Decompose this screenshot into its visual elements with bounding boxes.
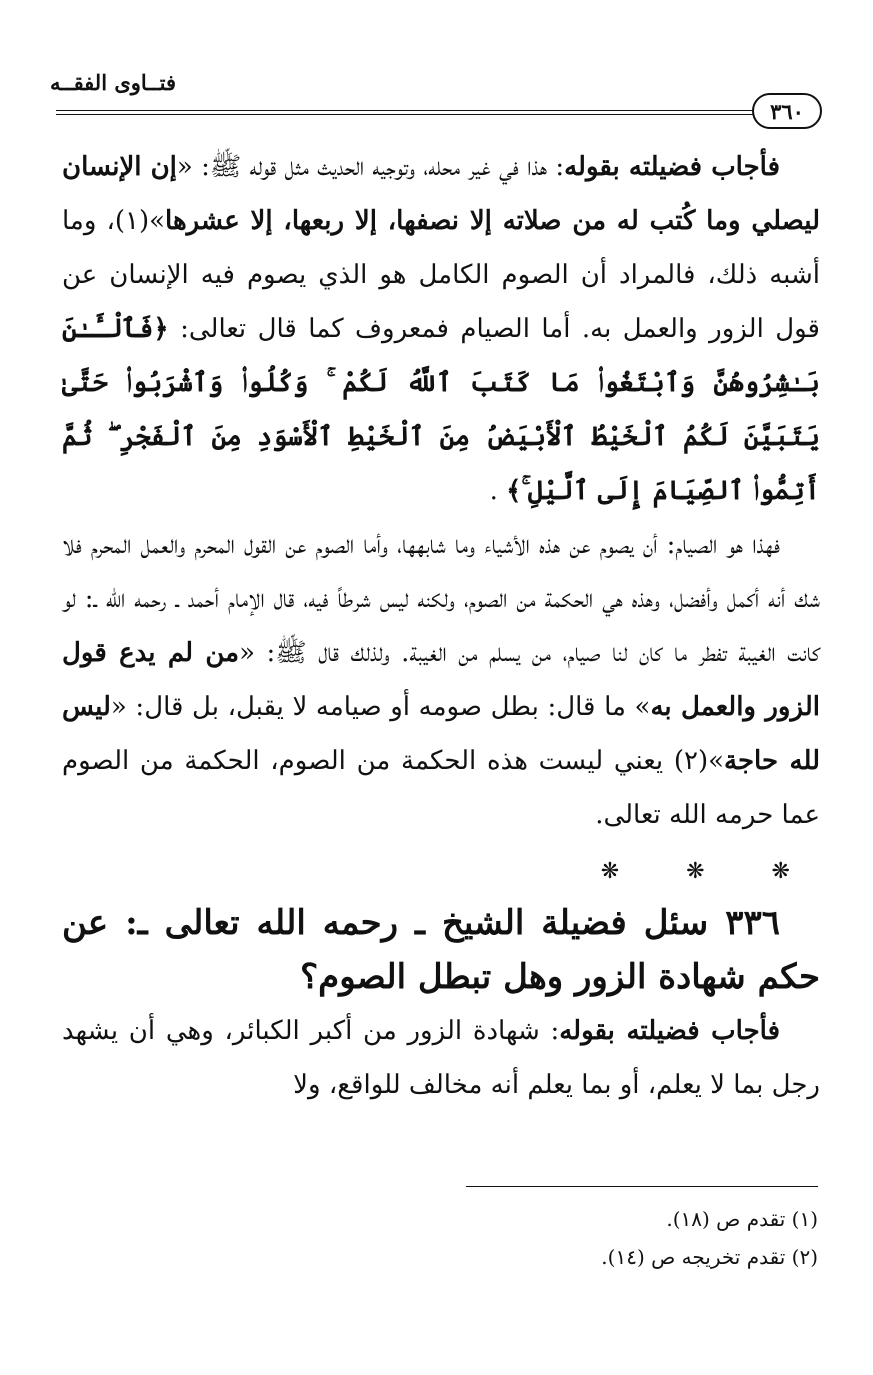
page-number: ٣٦٠: [752, 93, 822, 129]
paragraph-2: [62, 518, 820, 842]
answer-paragraph-1: [62, 140, 820, 518]
text-run: : هذا في غير محله، وتوجيه الحديث مثل قوله ﷺ: «: [176, 152, 565, 182]
header-rule: [56, 110, 756, 115]
footnote: (٢) تقدم تخريجه ص (١٤).: [601, 1245, 818, 1269]
footnote-marker: »(٢): [673, 746, 725, 776]
footnote-marker: »(١): [114, 206, 166, 236]
text-run: » ما قال: بطل صومه أو صيامه لا يقبل، بل قال: «: [110, 692, 651, 722]
text-run: يعني ليست هذه الحكمة من الصوم، الحكمة من الصوم عما حرمه الله تعالى.: [62, 746, 820, 830]
hadith-quote: ليس لله حاجة: [62, 692, 820, 776]
footnote-rule: [466, 1186, 818, 1187]
answer-lead: فأجاب فضيلته بقوله: [559, 1016, 780, 1046]
text-run: : شهادة الزور من أكبر الكبائر، وهي أن يشهد رجل بما لا يعلم، أو بما يعلم أنه مخالف للواقع، ولا: [62, 1016, 820, 1100]
answer-lead: فأجاب فضيلته بقوله: [564, 152, 781, 182]
text-run: .: [489, 476, 507, 506]
running-title: فتــاوى الفقــه: [50, 70, 177, 95]
footnotes: [300, 1200, 818, 1276]
section-separator: ❋ ❋ ❋: [600, 859, 820, 884]
answer-paragraph-2: [62, 1004, 820, 1112]
quran-verse: ﴿فَٱلْـَٔـٰنَ بَـٰشِرُوهُنَّ وَٱبْتَغُوا۟ مَا كَتَبَ ٱللَّهُ لَكُمْ ۚ وَكُلُوا۟ وَٱشْرَبُوا۟ حَتَّىٰ يَتَبَيَّنَ لَكُمُ ٱلْخَيْطُ ٱلْأَبْيَضُ مِنَ ٱلْخَيْطِ ٱلْأَسْوَدِ مِنَ ٱلْفَجْرِ ۖ ثُمَّ أَتِمُّوا۟ ٱلصِّيَامَ إِلَى ٱلَّيْلِ ۚ﴾: [62, 314, 820, 506]
page-body: [62, 140, 820, 1112]
text-run: ، وما أشبه ذلك، فالمراد أن الصوم الكامل هو الذي يصوم فيه الإنسان عن قول الزور والعمل به. أما الصيام فمعروف كما قال تعالى:: [62, 206, 820, 344]
hadith-quote: من لم يدع قول الزور والعمل به: [62, 638, 820, 722]
footnote: (١) تقدم ص (١٨).: [666, 1207, 818, 1231]
text-run: فهذا هو الصيام: أن يصوم عن هذه الأشياء وما شابهها، وأما الصوم عن القول المحرم والعمل المحرم فلا شك أنه أكمل وأفضل، وهذه هي الحكمة من الصوم، ولكنه ليس شرطاً فيه، قال الإمام أحمد ـ رحمه الله ـ: لو كانت الغيبة تفطر ما كان لنا صيام، من يسلم من الغيبة. ولذلك قال ﷺ: «: [62, 530, 820, 668]
hadith-quote: إن الإنسان ليصلي وما كُتب له من صلاته إلا نصفها، إلا ربعها، إلا عشرها: [62, 152, 820, 236]
question-heading: ٣٣٦ سئل فضيلة الشيخ ـ رحمه الله تعالى ـ: عن حكم شهادة الزور وهل تبطل الصوم؟: [62, 903, 820, 997]
